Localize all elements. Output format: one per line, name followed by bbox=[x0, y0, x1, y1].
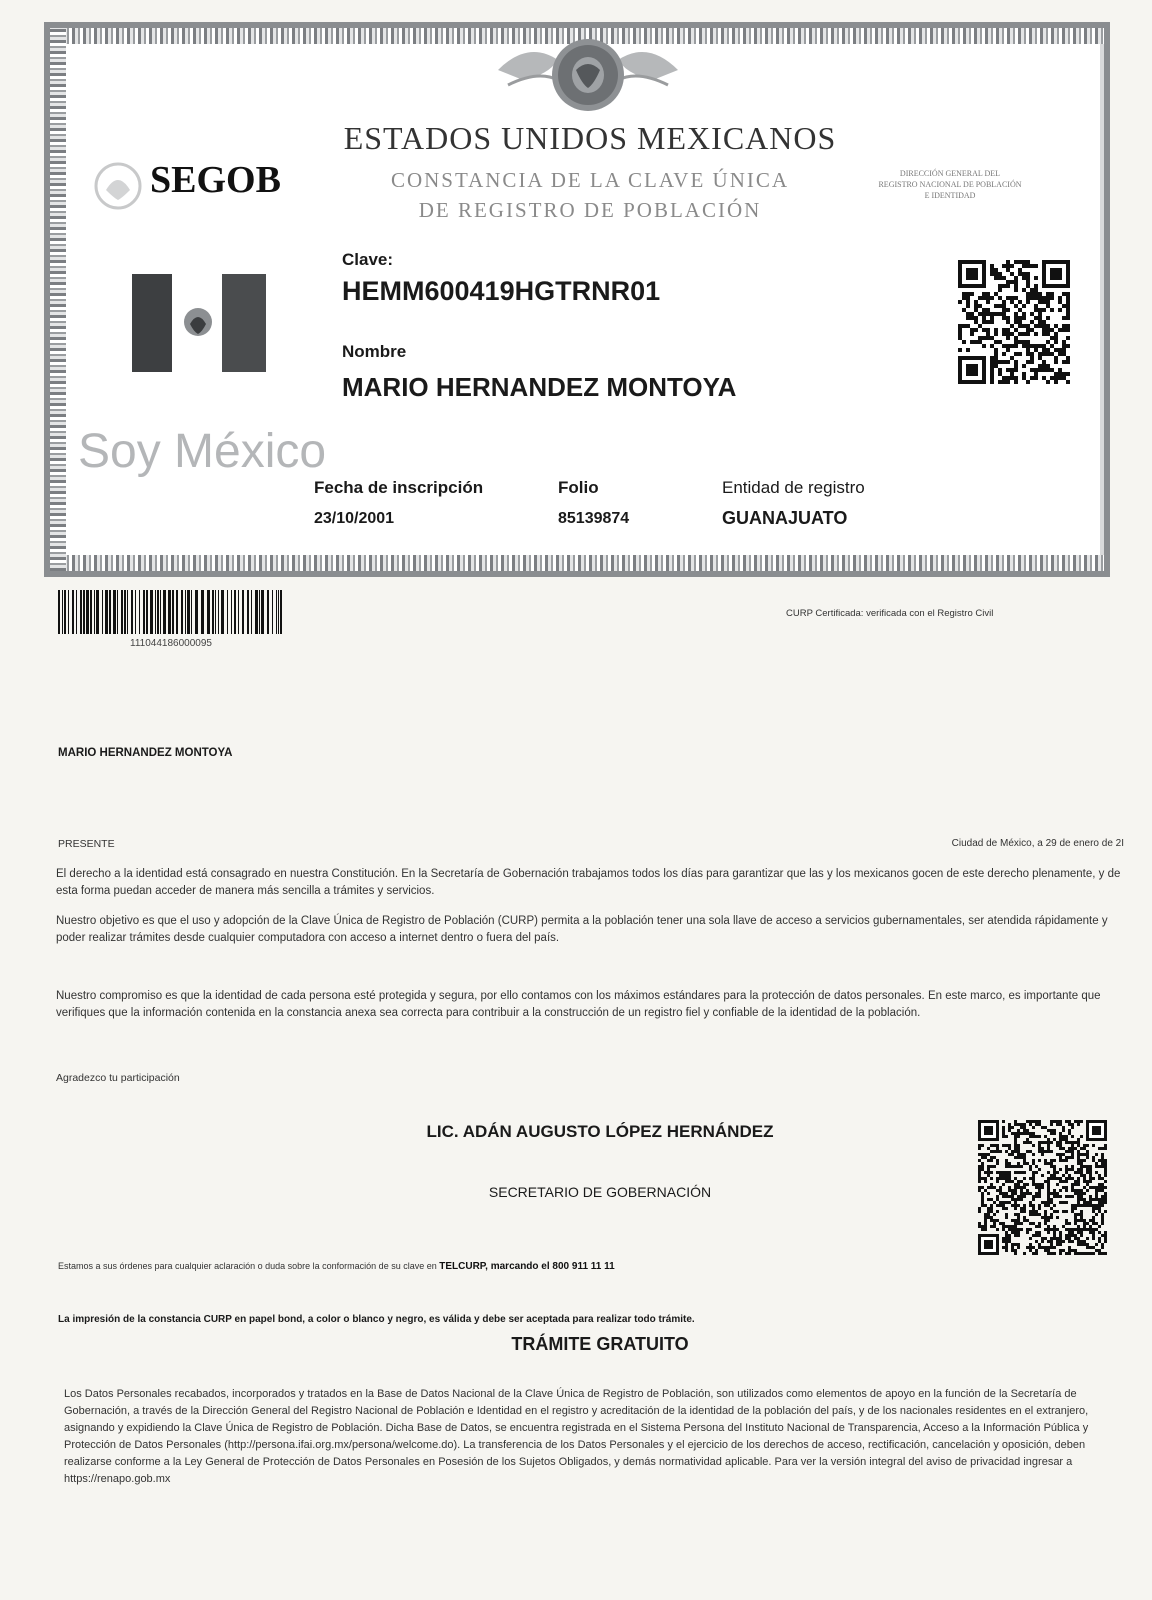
qr-module bbox=[1023, 1252, 1026, 1255]
qr-module bbox=[1038, 1207, 1041, 1210]
barcode-bar bbox=[201, 590, 204, 634]
qr-module bbox=[996, 1180, 999, 1183]
qr-module bbox=[1059, 1195, 1062, 1198]
barcode-bar bbox=[215, 590, 216, 634]
renapo-caption-line1: DIRECCIÓN GENERAL DEL bbox=[899, 169, 1001, 178]
signer-name: LIC. ADÁN AUGUSTO LÓPEZ HERNÁNDEZ bbox=[426, 1122, 774, 1141]
barcode-bar bbox=[160, 590, 161, 634]
qr-module bbox=[1083, 1159, 1086, 1162]
qr-module bbox=[1086, 1237, 1089, 1240]
qr-module bbox=[1059, 1243, 1062, 1246]
barcode-bar bbox=[234, 590, 236, 634]
folio-value: 85139874 bbox=[558, 510, 630, 527]
qr-module bbox=[966, 304, 970, 308]
qr-module bbox=[1026, 300, 1030, 304]
certificate-subtitle-line1: CONSTANCIA DE LA CLAVE ÚNICA bbox=[390, 168, 790, 192]
barcode-bar bbox=[64, 590, 66, 634]
qr-module bbox=[1014, 368, 1018, 372]
letter-paragraph-2: Nuestro objetivo es que el uso y adopción de la Clave Única de Registro de Población (CURP) permita a la población tener una sola llave de acceso a servicios gubernamentales, ser atendida rápidamente y poder realizar trámites desde cualquier computadora con acceso a internet dentro o fuera del país. bbox=[56, 915, 1108, 944]
renapo-caption-line3: E IDENTIDAD bbox=[924, 191, 976, 200]
qr-finder-mark bbox=[1092, 1126, 1101, 1135]
free-procedure-notice: TRÁMITE GRATUITO bbox=[511, 1334, 689, 1354]
qr-module bbox=[1014, 1252, 1017, 1255]
qr-module bbox=[1089, 1180, 1092, 1183]
certificate-qr-pattern bbox=[958, 260, 1070, 384]
qr-module bbox=[1002, 1183, 1005, 1186]
qr-module bbox=[984, 1180, 987, 1183]
qr-module bbox=[1077, 1123, 1080, 1126]
qr-module bbox=[996, 1228, 999, 1231]
certificate-subtitle-line2: DE REGISTRO DE POBLACIÓN bbox=[418, 198, 762, 222]
barcode-bar bbox=[227, 590, 228, 634]
barcode-bar bbox=[267, 590, 269, 634]
qr-module bbox=[1065, 1201, 1068, 1204]
qr-module bbox=[1053, 1132, 1056, 1135]
barcode-bar bbox=[278, 590, 279, 634]
qr-module bbox=[987, 1192, 990, 1195]
mexican-flag-graphic bbox=[126, 274, 270, 374]
qr-module bbox=[1034, 276, 1038, 280]
qr-module bbox=[1071, 1195, 1074, 1198]
qr-module bbox=[1032, 1198, 1035, 1201]
qr-module bbox=[1080, 1234, 1083, 1237]
qr-module bbox=[958, 348, 962, 352]
entidad-registro-label: Entidad de registro bbox=[722, 478, 865, 497]
barcode-bar bbox=[83, 590, 85, 634]
qr-module bbox=[974, 328, 978, 332]
barcode-bar bbox=[146, 590, 148, 634]
barcode-bar bbox=[121, 590, 123, 634]
qr-module bbox=[1005, 1249, 1008, 1252]
qr-module bbox=[1074, 1207, 1077, 1210]
qr-module bbox=[1058, 308, 1062, 312]
qr-module bbox=[1020, 1198, 1023, 1201]
qr-module bbox=[1002, 352, 1006, 356]
qr-module bbox=[1062, 1129, 1065, 1132]
qr-module bbox=[1010, 264, 1014, 268]
qr-module bbox=[978, 1210, 981, 1213]
qr-module bbox=[1104, 1252, 1107, 1255]
qr-module bbox=[1014, 1207, 1017, 1210]
barcode-number: 111044186000095 bbox=[130, 638, 212, 649]
barcode-bar bbox=[131, 590, 133, 634]
qr-module bbox=[1066, 336, 1070, 340]
qr-module bbox=[1038, 1225, 1041, 1228]
qr-module bbox=[1104, 1174, 1107, 1177]
barcode-bar bbox=[96, 590, 99, 634]
qr-module bbox=[1066, 328, 1070, 332]
qr-module bbox=[1026, 380, 1030, 384]
qr-module bbox=[1020, 1222, 1023, 1225]
qr-module bbox=[1054, 360, 1058, 364]
qr-module bbox=[1095, 1243, 1098, 1246]
barcode-bar bbox=[163, 590, 166, 634]
qr-module bbox=[1092, 1144, 1095, 1147]
qr-module bbox=[1050, 1141, 1053, 1144]
folio-label: Folio bbox=[558, 478, 599, 497]
barcode-bar bbox=[155, 590, 156, 634]
curp-certificate-card bbox=[44, 22, 1110, 577]
flag-eagle-icon bbox=[180, 304, 216, 340]
qr-module bbox=[970, 332, 974, 336]
qr-module bbox=[1038, 1195, 1041, 1198]
barcode-bar bbox=[150, 590, 153, 634]
qr-module bbox=[1054, 340, 1058, 344]
qr-module bbox=[996, 1162, 999, 1165]
barcode-bar bbox=[109, 590, 111, 634]
qr-module bbox=[1056, 1183, 1059, 1186]
qr-module bbox=[1065, 1159, 1068, 1162]
qr-module bbox=[990, 1171, 993, 1174]
qr-module bbox=[986, 300, 990, 304]
barcode-bar bbox=[105, 590, 108, 634]
qr-module bbox=[1023, 1195, 1026, 1198]
barcode-bar bbox=[280, 590, 282, 634]
barcode-bar bbox=[72, 590, 74, 634]
qr-module bbox=[966, 348, 970, 352]
qr-module bbox=[1092, 1237, 1095, 1240]
nombre-label: Nombre bbox=[342, 342, 407, 361]
qr-module bbox=[990, 1177, 993, 1180]
barcode-bar bbox=[127, 590, 128, 634]
qr-module bbox=[1022, 304, 1026, 308]
qr-module bbox=[1029, 1237, 1032, 1240]
qr-module bbox=[1104, 1180, 1107, 1183]
qr-module bbox=[1020, 1228, 1023, 1231]
segob-eagle-emblem-icon bbox=[92, 160, 144, 212]
qr-module bbox=[1066, 344, 1070, 348]
qr-module bbox=[1053, 1246, 1056, 1249]
qr-module bbox=[1050, 1216, 1053, 1219]
qr-module bbox=[1023, 1177, 1026, 1180]
qr-module bbox=[1071, 1135, 1074, 1138]
qr-module bbox=[1005, 1207, 1008, 1210]
qr-module bbox=[1002, 1120, 1005, 1123]
barcode-bar bbox=[195, 590, 198, 634]
print-validity-notice: La impresión de la constancia CURP en papel bond, a color o blanco y negro, es válida y debe ser aceptada para realizar todo trámite. bbox=[58, 1314, 695, 1325]
qr-module bbox=[1030, 360, 1034, 364]
qr-module bbox=[1046, 380, 1050, 384]
qr-module bbox=[1101, 1204, 1104, 1207]
qr-module bbox=[1065, 1189, 1068, 1192]
qr-module bbox=[1014, 380, 1018, 384]
qr-module bbox=[1046, 316, 1050, 320]
qr-module bbox=[1080, 1135, 1083, 1138]
qr-module bbox=[1059, 1252, 1062, 1255]
qr-module bbox=[1050, 296, 1054, 300]
qr-module bbox=[962, 340, 966, 344]
qr-module bbox=[1014, 344, 1018, 348]
barcode-bar bbox=[191, 590, 192, 634]
barcode-bar bbox=[157, 590, 159, 634]
barcode-bar bbox=[76, 590, 77, 634]
privacy-notice: Los Datos Personales recabados, incorporados y tratados en la Base de Datos Nacional de la Clave Única de Registro de Población, son utilizados como elementos de apoyo en la función de la Secretaría de Gobernación, a través de la Dirección General del Registro Nacional de Población e Identidad en el registro y acreditación de la identidad de la población del país, y de los nacionales residentes en el extranjero, asignando y expidiendo la Clave Única de Registro de Población. Dicha Base de Datos, se encuentra registrada en el Sistema Persona del Instituto Nacional de Transparencia, Acceso a la Información Pública y Protección de Datos Personales (http://persona.ifai.org.mx/persona/welcome.do). La transferencia de los Datos Personales y el ejercicio de los derechos de acceso, rectificación, cancelación y oposición, deben realizarse conforme a la Ley General de Protección de Datos Personales en Posesión de los Sujetos Obligados, y demás normatividad aplicable. Para ver la versión integral del aviso de privacidad ingresar a https://renapo.gob.mx bbox=[64, 1388, 1089, 1485]
segob-logo-text: SEGOB bbox=[150, 159, 281, 201]
qr-module bbox=[1050, 1150, 1053, 1153]
qr-module bbox=[1077, 1183, 1080, 1186]
qr-module bbox=[1017, 1135, 1020, 1138]
qr-module bbox=[1054, 380, 1058, 384]
barcode-bar bbox=[231, 590, 232, 634]
barcode-bar bbox=[259, 590, 260, 634]
qr-module bbox=[1032, 1153, 1035, 1156]
barcode-bar bbox=[242, 590, 244, 634]
qr-module bbox=[1086, 1144, 1089, 1147]
qr-module bbox=[1065, 1210, 1068, 1213]
guilloche-border-left bbox=[50, 28, 66, 571]
barcode bbox=[58, 590, 284, 634]
telcurp-contact bbox=[58, 1261, 615, 1272]
qr-finder-mark bbox=[1050, 268, 1062, 280]
barcode-bar bbox=[102, 590, 103, 634]
qr-module bbox=[958, 300, 962, 304]
qr-module bbox=[981, 1144, 984, 1147]
barcode-bar bbox=[124, 590, 126, 634]
qr-module bbox=[1086, 1189, 1089, 1192]
curp-certified-note: CURP Certificada: verificada con el Registro Civil bbox=[786, 608, 994, 619]
barcode-bar bbox=[86, 590, 89, 634]
qr-module bbox=[1038, 1168, 1041, 1171]
qr-module bbox=[1066, 360, 1070, 364]
qr-module bbox=[1101, 1246, 1104, 1249]
qr-module bbox=[1104, 1201, 1107, 1204]
qr-module bbox=[993, 1165, 996, 1168]
qr-module bbox=[1047, 1219, 1050, 1222]
qr-module bbox=[1066, 380, 1070, 384]
qr-module bbox=[1041, 1186, 1044, 1189]
barcode-bar bbox=[94, 590, 95, 634]
qr-module bbox=[1062, 1240, 1065, 1243]
letter-paragraph-3: Nuestro compromiso es que la identidad de cada persona esté protegida y segura, por ello contamos con los máximos estándares para la protección de datos personales. En este marco, es importante que verifiques que la información contenida en la constancia anexa sea correcta para contribuir a la construcción de un registro fiel y confiable de la identidad de la población. bbox=[56, 990, 1101, 1019]
barcode-bar bbox=[247, 590, 249, 634]
letter-paragraph-1: El derecho a la identidad está consagrado en nuestra Constitución. En la Secretaría de Gobernación trabajamos todos los días para garantizar que las y los mexicanos gocen de este derecho plenamente, y de esta forma puedan acceder de manera más sencilla a trámites y servicios. bbox=[56, 868, 1121, 897]
signer-title: SECRETARIO DE GOBERNACIÓN bbox=[488, 1184, 712, 1200]
barcode-bar bbox=[135, 590, 136, 634]
qr-module bbox=[1092, 1252, 1095, 1255]
qr-module bbox=[1083, 1192, 1086, 1195]
qr-module bbox=[990, 320, 994, 324]
qr-module bbox=[1053, 1159, 1056, 1162]
qr-module bbox=[990, 380, 994, 384]
barcode-bar bbox=[113, 590, 116, 634]
qr-module bbox=[1023, 1210, 1026, 1213]
qr-module bbox=[1071, 1156, 1074, 1159]
qr-module bbox=[1050, 308, 1054, 312]
renapo-caption-line2: REGISTRO NACIONAL DE POBLACIÓN bbox=[878, 180, 1022, 189]
qr-module bbox=[1104, 1147, 1107, 1150]
qr-module bbox=[1053, 1252, 1056, 1255]
qr-module bbox=[982, 344, 986, 348]
qr-module bbox=[1056, 1216, 1059, 1219]
barcode-bar bbox=[58, 590, 60, 634]
qr-module bbox=[994, 332, 998, 336]
barcode-bar bbox=[68, 590, 69, 634]
qr-module bbox=[1020, 1165, 1023, 1168]
qr-module bbox=[1038, 1159, 1041, 1162]
qr-module bbox=[1104, 1186, 1107, 1189]
qr-module bbox=[1006, 348, 1010, 352]
qr-module bbox=[1026, 1231, 1029, 1234]
qr-module bbox=[1068, 1222, 1071, 1225]
qr-module bbox=[1095, 1213, 1098, 1216]
flag-left-stripe bbox=[132, 274, 172, 372]
qr-module bbox=[993, 1213, 996, 1216]
qr-module bbox=[1006, 380, 1010, 384]
qr-module bbox=[1032, 1126, 1035, 1129]
letter-presente: PRESENTE bbox=[58, 838, 115, 850]
entidad-registro-value: GUANAJUATO bbox=[722, 508, 848, 528]
national-seal-icon bbox=[488, 30, 688, 120]
qr-module bbox=[1017, 1246, 1020, 1249]
qr-module bbox=[970, 292, 974, 296]
country-title: ESTADOS UNIDOS MEXICANOS bbox=[343, 120, 837, 156]
qr-module bbox=[1023, 1171, 1026, 1174]
barcode-bar bbox=[221, 590, 224, 634]
renapo-caption bbox=[840, 168, 1060, 201]
barcode-bar bbox=[185, 590, 186, 634]
qr-module bbox=[1059, 1189, 1062, 1192]
qr-module bbox=[1092, 1177, 1095, 1180]
qr-module bbox=[1047, 1231, 1050, 1234]
qr-module bbox=[1018, 352, 1022, 356]
qr-module bbox=[996, 1210, 999, 1213]
qr-module bbox=[1050, 1123, 1053, 1126]
qr-finder-mark bbox=[984, 1126, 993, 1135]
qr-module bbox=[1006, 336, 1010, 340]
qr-module bbox=[1034, 332, 1038, 336]
qr-module bbox=[1038, 1135, 1041, 1138]
letter-recipient: MARIO HERNANDEZ MONTOYA bbox=[58, 747, 233, 759]
barcode-bar bbox=[62, 590, 63, 634]
qr-module bbox=[1011, 1126, 1014, 1129]
qr-module bbox=[1056, 1210, 1059, 1213]
qr-module bbox=[1041, 1240, 1044, 1243]
qr-module bbox=[1071, 1126, 1074, 1129]
qr-module bbox=[1035, 1171, 1038, 1174]
qr-module bbox=[1017, 1234, 1020, 1237]
nombre-value: MARIO HERNANDEZ MONTOYA bbox=[342, 372, 737, 402]
qr-module bbox=[1005, 1135, 1008, 1138]
fecha-inscripcion-value: 23/10/2001 bbox=[314, 510, 395, 527]
qr-module bbox=[1005, 1216, 1008, 1219]
qr-module bbox=[998, 288, 1002, 292]
qr-finder-mark bbox=[966, 364, 978, 376]
qr-module bbox=[1034, 264, 1038, 268]
telcurp-contact-prefix: Estamos a sus órdenes para cualquier aclaración o duda sobre la conformación de su clave en bbox=[58, 1261, 440, 1271]
barcode-bar bbox=[168, 590, 171, 634]
barcode-bar bbox=[80, 590, 82, 634]
barcode-bar bbox=[251, 590, 252, 634]
qr-module bbox=[1068, 1252, 1071, 1255]
clave-value: HEMM600419HGTRNR01 bbox=[342, 276, 661, 306]
qr-module bbox=[1032, 1144, 1035, 1147]
signature-qr-code bbox=[978, 1120, 1108, 1256]
qr-module bbox=[990, 1159, 993, 1162]
qr-module bbox=[1098, 1225, 1101, 1228]
barcode-bar bbox=[139, 590, 140, 634]
letter-place-date: Ciudad de México, a 29 de enero de 2I bbox=[951, 838, 1124, 849]
barcode-bar bbox=[218, 590, 219, 634]
qr-module bbox=[1104, 1210, 1107, 1213]
barcode-bar bbox=[238, 590, 239, 634]
barcode-bar bbox=[272, 590, 273, 634]
qr-module bbox=[978, 1147, 981, 1150]
barcode-bar bbox=[212, 590, 214, 634]
qr-module bbox=[1041, 1153, 1044, 1156]
qr-module bbox=[1006, 360, 1010, 364]
qr-module bbox=[1022, 364, 1026, 368]
qr-module bbox=[999, 1150, 1002, 1153]
signature-qr-pattern bbox=[978, 1120, 1108, 1256]
letter-thanks: Agradezco tu participación bbox=[56, 1072, 180, 1084]
qr-module bbox=[984, 1228, 987, 1231]
qr-module bbox=[1101, 1222, 1104, 1225]
barcode-bar bbox=[276, 590, 277, 634]
barcode-bar bbox=[143, 590, 145, 634]
qr-module bbox=[978, 1180, 981, 1183]
clave-label: Clave: bbox=[342, 250, 394, 269]
barcode-bar bbox=[172, 590, 174, 634]
qr-module bbox=[1066, 372, 1070, 376]
qr-module bbox=[1022, 316, 1026, 320]
qr-module bbox=[1095, 1153, 1098, 1156]
qr-module bbox=[1034, 376, 1038, 380]
telcurp-contact-bold: TELCURP, marcando el 800 911 11 11 bbox=[439, 1261, 615, 1272]
qr-module bbox=[1080, 1120, 1083, 1123]
certificate-qr-code bbox=[958, 260, 1070, 384]
qr-module bbox=[1065, 1180, 1068, 1183]
qr-module bbox=[1029, 1228, 1032, 1231]
flag-right-stripe bbox=[222, 274, 266, 372]
barcode-bar bbox=[187, 590, 190, 634]
qr-module bbox=[1059, 1168, 1062, 1171]
barcode-bar bbox=[90, 590, 92, 634]
barcode-bar bbox=[181, 590, 183, 634]
qr-module bbox=[1071, 1240, 1074, 1243]
qr-finder-mark bbox=[984, 1240, 993, 1249]
barcode-bar bbox=[261, 590, 264, 634]
qr-module bbox=[1104, 1240, 1107, 1243]
qr-module bbox=[1006, 308, 1010, 312]
barcode-bar bbox=[255, 590, 258, 634]
qr-module bbox=[1042, 308, 1046, 312]
qr-module bbox=[1041, 1174, 1044, 1177]
qr-module bbox=[1086, 1156, 1089, 1159]
qr-module bbox=[1026, 1183, 1029, 1186]
guilloche-border-bottom bbox=[50, 555, 1104, 571]
barcode-bar bbox=[176, 590, 178, 634]
qr-module bbox=[990, 296, 994, 300]
qr-module bbox=[1006, 284, 1010, 288]
qr-module bbox=[1066, 316, 1070, 320]
qr-module bbox=[1056, 1171, 1059, 1174]
fecha-inscripcion-label: Fecha de inscripción bbox=[314, 478, 484, 497]
qr-module bbox=[1053, 1204, 1056, 1207]
qr-module bbox=[1026, 332, 1030, 336]
qr-module bbox=[1014, 288, 1018, 292]
qr-module bbox=[1035, 1252, 1038, 1255]
barcode-bar bbox=[117, 590, 118, 634]
barcode-bar bbox=[207, 590, 210, 634]
soy-mexico-slogan: Soy México bbox=[78, 425, 327, 478]
qr-finder-mark bbox=[966, 268, 978, 280]
